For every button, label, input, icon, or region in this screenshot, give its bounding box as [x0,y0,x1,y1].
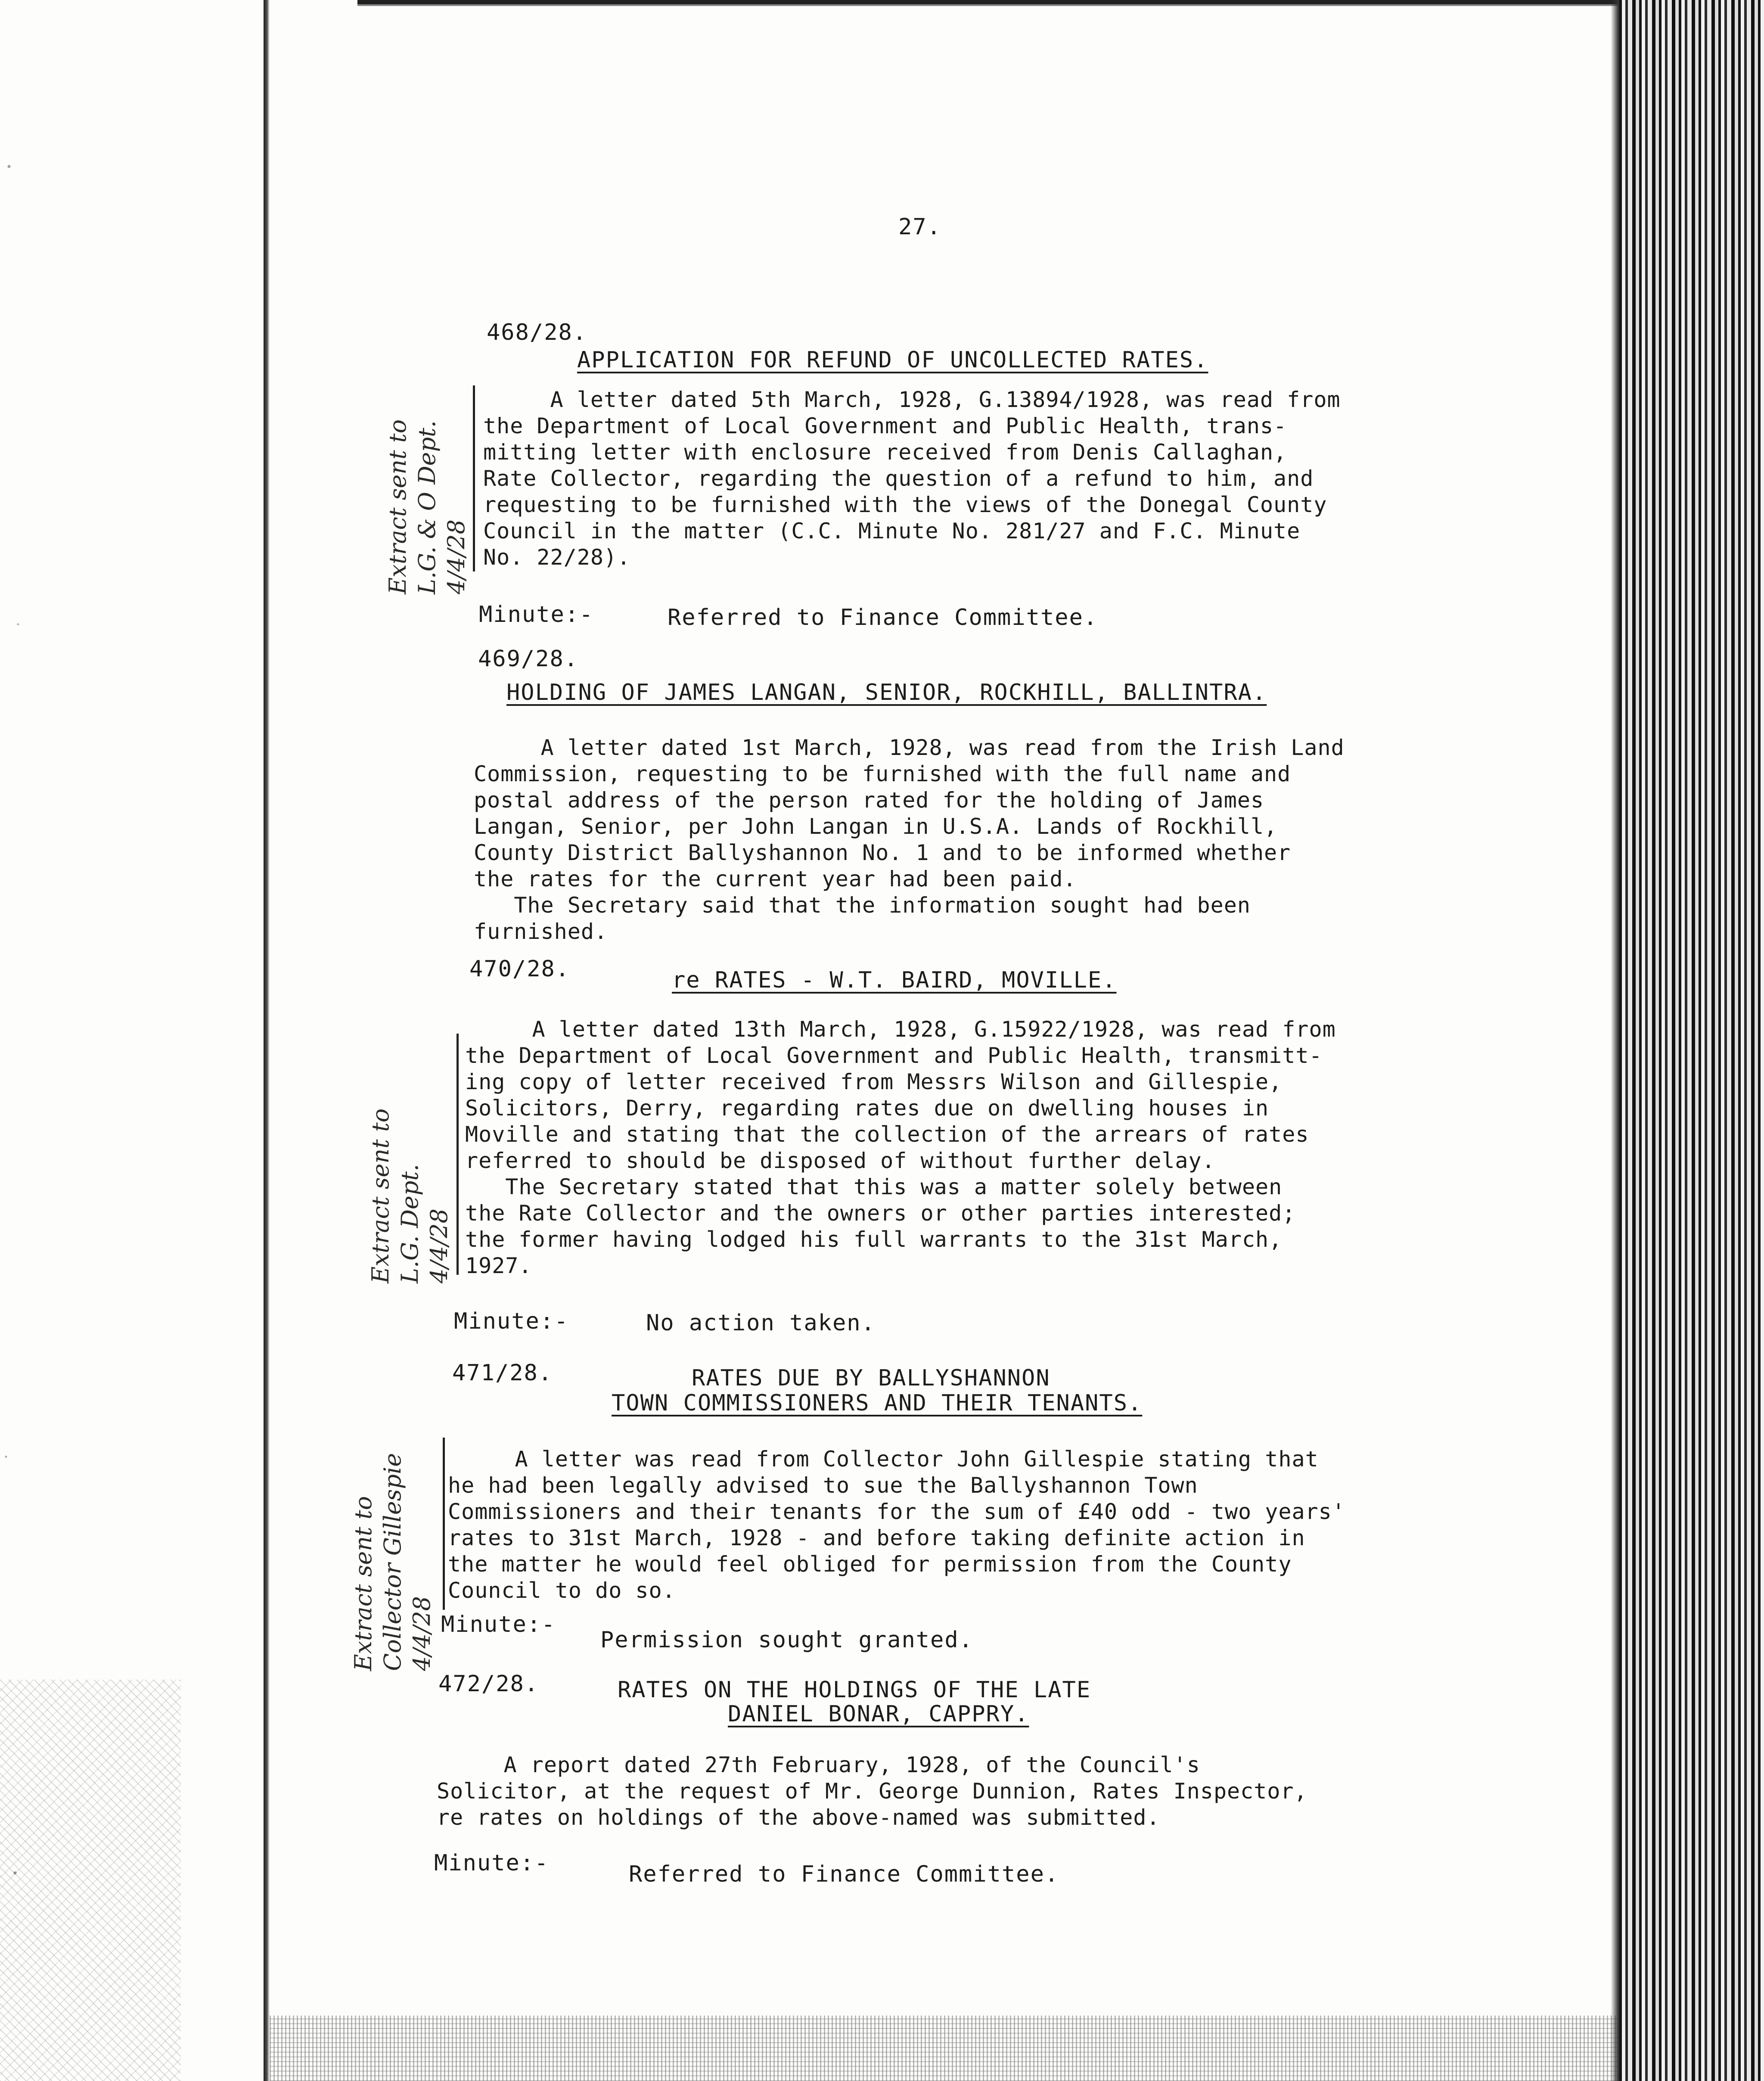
page-bottom-edge [270,2016,1648,2081]
entry-number: 470/28. [469,956,570,982]
margin-bracket [443,1438,445,1610]
body-line: requesting to be furnished with the views of the Donegal County [483,492,1327,517]
body-line: the Rate Collector and the owners or other parties interested; [465,1201,1296,1226]
entry-heading: re RATES - W.T. BAIRD, MOVILLE. [672,967,1117,993]
entry-body [474,735,1345,945]
body-line: the matter he would feel obliged for permission from the County [448,1552,1292,1577]
minute-text: No action taken. [646,1310,876,1336]
entry-heading: APPLICATION FOR REFUND OF UNCOLLECTED RATES. [577,347,1208,373]
scan-noise-bottom-left [0,1680,181,2081]
note-line: Extract sent to [367,1108,394,1283]
note-line: 4/4/28 [408,1596,435,1671]
entry-body [465,1016,1336,1279]
body-line: postal address of the person rated for the holding of James [474,788,1264,813]
entry-heading-line1: RATES ON THE HOLDINGS OF THE LATE [618,1677,1091,1703]
minute-label: Minute:- [441,1612,556,1637]
body-line: referred to should be disposed of without further delay. [465,1148,1215,1173]
margin-handwritten-note [366,1109,454,1283]
note-line: 4/4/28 [443,519,470,594]
body-line: Solicitor, at the request of Mr. George Dunnion, Rates Inspector, [437,1779,1307,1804]
body-line: 1927. [465,1253,532,1278]
body-line: Commission, requesting to be furnished with the full name and [474,761,1291,786]
entry-number: 472/28. [438,1671,539,1697]
body-line: Rate Collector, regarding the question of a refund to him, and [483,466,1314,491]
body-line: A letter dated 5th March, 1928, G.13894/1928, was read from [483,387,1341,412]
body-line: A report dated 27th February, 1928, of the Council's [437,1752,1200,1777]
body-line: the Department of Local Government and Public Health, trans- [483,413,1287,438]
body-line: The Secretary stated that this was a matter solely between [465,1174,1283,1199]
entry-heading: HOLDING OF JAMES LANGAN, SENIOR, ROCKHILL, BALLINTRA. [506,680,1267,705]
entry-body [483,387,1341,571]
body-line: A letter was read from Collector John Gillespie stating that [448,1447,1319,1472]
note-line: Extract sent to [384,419,411,594]
body-line: ing copy of letter received from Messrs Wilson and Gillespie, [465,1069,1283,1094]
body-line: A letter dated 1st March, 1928, was read from the Irish Land [474,735,1345,760]
page-number: 27. [898,214,941,240]
body-line: No. 22/28). [483,545,631,570]
page-top-edge [357,0,1632,17]
body-line: Council in the matter (C.C. Minute No. 281/27 and F.C. Minute [483,519,1301,544]
body-line: mitting letter with enclosure received from Denis Callaghan, [483,440,1287,465]
entry-body [448,1446,1345,1604]
body-line: A letter dated 13th March, 1928, G.15922/1928, was read from [465,1017,1336,1042]
entry-heading-line1: RATES DUE BY BALLYSHANNON [692,1365,1050,1391]
note-line: L.G. & O Dept. [413,420,441,594]
note-line: Extract sent to [350,1496,377,1671]
minute-text: Referred to Finance Committee. [629,1861,1059,1887]
minute-text: Referred to Finance Committee. [668,605,1098,631]
margin-bracket [457,1034,459,1275]
entry-body [437,1752,1307,1831]
book-binding [1619,0,1764,2081]
body-line: the former having lodged his full warrants to the 31st March, [465,1227,1283,1252]
body-line: Moville and stating that the collection of the arrears of rates [465,1122,1309,1147]
minute-label: Minute:- [479,602,594,627]
minute-text: Permission sought granted. [600,1627,973,1653]
note-line: L.G. Dept. [396,1164,423,1283]
body-line: County District Ballyshannon No. 1 and to be informed whether [474,840,1291,865]
note-line: Collector Gillespie [379,1453,406,1671]
body-line: rates to 31st March, 1928 - and before taking definite action in [448,1525,1305,1550]
page-left-edge [264,0,270,2081]
minute-label: Minute:- [434,1850,549,1876]
body-line: Langan, Senior, per John Langan in U.S.A. Lands of Rockhill, [474,814,1278,839]
body-line: the Department of Local Government and Public Health, transmitt- [465,1043,1323,1068]
entry-number: 471/28. [452,1360,553,1386]
entry-number: 468/28. [487,320,587,345]
body-line: Solicitors, Derry, regarding rates due on dwelling houses in [465,1096,1269,1121]
margin-handwritten-note [383,419,471,594]
body-line: the rates for the current year had been paid. [474,867,1077,891]
note-line: 4/4/28 [425,1208,453,1283]
body-line: Commissioners and their tenants for the sum of £40 odd - two years' [448,1499,1345,1524]
margin-bracket [473,385,475,571]
body-line: he had been legally advised to sue the Ballyshannon Town [448,1473,1198,1498]
body-line: Council to do so. [448,1578,676,1603]
entry-heading-line2: DANIEL BONAR, CAPPRY. [728,1701,1029,1727]
entry-heading-line2: TOWN COMMISSIONERS AND THEIR TENANTS. [612,1390,1143,1416]
body-line: The Secretary said that the information sought had been [474,893,1251,918]
minute-label: Minute:- [454,1308,569,1334]
entry-number: 469/28. [478,646,579,672]
margin-handwritten-note [349,1453,437,1671]
body-line: furnished. [474,919,608,944]
body-line: re rates on holdings of the above-named was submitted. [437,1805,1160,1830]
